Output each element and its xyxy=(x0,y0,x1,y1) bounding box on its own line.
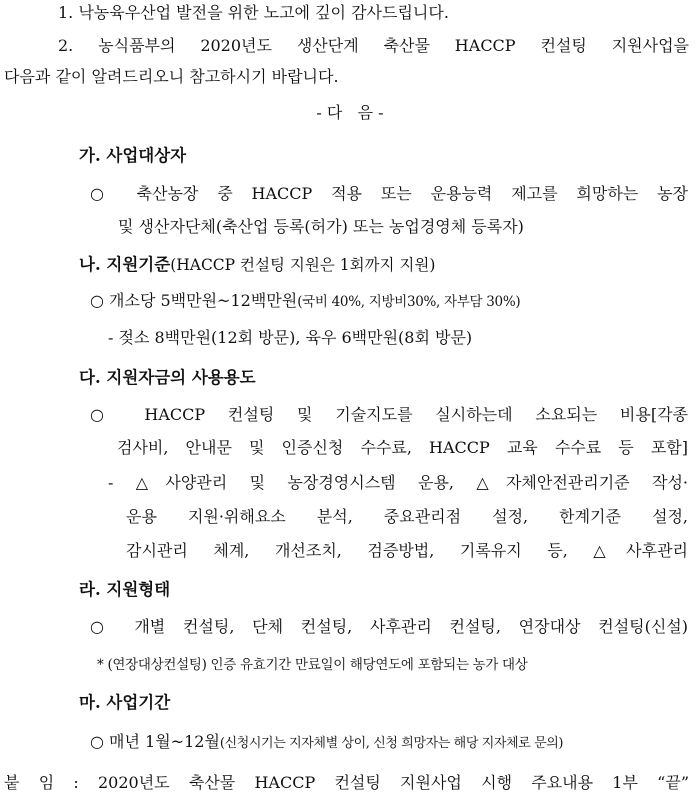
intro-paragraph-2-line-2: 다음과 같이 알려드리오니 참고하시기 바랍니다. xyxy=(4,67,339,86)
section-da-bullet-line-1: ○ HACCP 컨설팅 및 기술지도를 실시하는데 소요되는 비용[각종 xyxy=(90,405,688,424)
section-da-dash-line-1: - △사양관리 및 농장경영시스템 운용, △자체안전관리기준 작성· xyxy=(108,473,688,492)
section-ga-title: 가. 사업대상자 xyxy=(79,146,187,165)
section-ma-bullet xyxy=(90,731,690,755)
section-ma-bullet-main: ○ 매년 1월~12월 xyxy=(90,732,220,751)
section-ra-note: * (연장대상컨설팅) 인증 유효기간 만료일이 해당연도에 포함되는 농가 대상 xyxy=(97,657,528,673)
section-na-title-note: (HACCP 컨설팅 지원은 1회까지 지원) xyxy=(170,256,436,274)
section-na-dash-item: - 젖소 8백만원(12회 방문), 육우 6백만원(8회 방문) xyxy=(108,328,473,347)
section-na-bullet-sub: (국비 40%, 지방비30%, 자부담 30%) xyxy=(297,294,521,310)
section-ma-bullet-sub: (신청시기는 지자체별 상이, 신청 희망자는 해당 지자체로 문의) xyxy=(219,736,564,751)
section-ra-bullet: ○ 개별 컨설팅, 단체 컨설팅, 사후관리 컨설팅, 연장대상 컨설팅(신설) xyxy=(90,617,688,636)
section-da-title: 다. 지원자금의 사용용도 xyxy=(79,368,256,387)
section-da-dash-line-2: 운용 지원·위해요소 분석, 중요관리점 설정, 한계기준 설정, xyxy=(126,507,688,526)
divider-title: - 다 음 - xyxy=(316,103,384,122)
section-ma-title: 마. 사업기간 xyxy=(79,693,171,712)
section-ga-bullet-line-2: 및 생산자단체(축산업 등록(허가) 또는 농업경영체 등록자) xyxy=(118,217,524,236)
section-na-bullet-main: ○ 개소당 5백만원~12백만원 xyxy=(90,291,298,310)
section-ga-bullet-line-1: ○ 축산농장 중 HACCP 적용 또는 운용능력 제고를 희망하는 농장 xyxy=(90,184,688,203)
section-na-title-label: 나. 지원기준 xyxy=(79,255,171,274)
section-da-bullet-line-2: 검사비, 안내문 및 인증신청 수수료, HACCP 교육 수수료 등 포함] xyxy=(117,438,688,457)
section-ra-title: 라. 지원형태 xyxy=(79,580,171,599)
intro-paragraph-2-line-1: 2. 농식품부의 2020년도 생산단계 축산물 HACCP 컨설팅 지원사업을 xyxy=(58,36,689,55)
section-da-dash-line-3: 감시관리 체계, 개선조치, 검증방법, 기록유지 등, △사후관리 xyxy=(126,541,688,560)
section-na-bullet xyxy=(90,290,690,313)
intro-paragraph-1: 1. 낙농육우산업 발전을 위한 노고에 깊이 감사드립니다. xyxy=(58,3,449,22)
attachment-line: 붙 임 : 2020년도 축산물 HACCP 컨설팅 지원사업 시행 주요내용 1부 “끝” xyxy=(4,773,689,792)
section-na-title xyxy=(79,254,679,276)
